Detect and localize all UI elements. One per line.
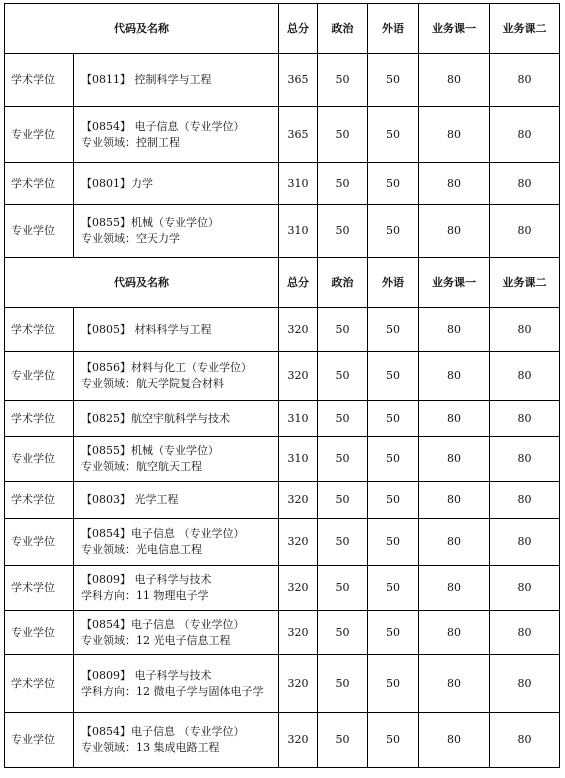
total-score: 365 <box>279 54 318 107</box>
header-row <box>5 258 560 308</box>
course2-score: 80 <box>490 205 560 258</box>
course2-score: 80 <box>490 163 560 205</box>
degree-type: 专业学位 <box>5 713 74 768</box>
politics-score: 50 <box>318 519 368 566</box>
header-total: 总分 <box>279 4 318 54</box>
course1-score: 80 <box>419 401 490 437</box>
foreign-score: 50 <box>368 163 419 205</box>
program-name <box>74 437 279 482</box>
course2-score: 80 <box>490 482 560 519</box>
politics-score: 50 <box>318 308 368 352</box>
politics-score: 50 <box>318 54 368 107</box>
table-row <box>5 54 560 107</box>
course1-score: 80 <box>419 566 490 611</box>
course2-score: 80 <box>490 401 560 437</box>
foreign-score: 50 <box>368 205 419 258</box>
total-score: 320 <box>279 482 318 519</box>
score-table-body <box>5 4 560 768</box>
total-score: 310 <box>279 163 318 205</box>
header-course1: 业务课一 <box>419 258 490 308</box>
total-score: 320 <box>279 566 318 611</box>
politics-score: 50 <box>318 352 368 401</box>
program-name <box>74 107 279 163</box>
foreign-score: 50 <box>368 308 419 352</box>
program-code: 【0811】 控制科学与工程 <box>81 73 212 86</box>
header-total: 总分 <box>279 258 318 308</box>
program-field: 学科方向：12 微电子学与固体电子学 <box>81 684 264 698</box>
table-row <box>5 655 560 713</box>
header-politics: 政治 <box>318 4 368 54</box>
foreign-score: 50 <box>368 566 419 611</box>
program-name <box>74 352 279 401</box>
program-code: 【0805】 材料科学与工程 <box>81 322 212 336</box>
table-row <box>5 352 560 401</box>
total-score: 320 <box>279 519 318 566</box>
program-name <box>74 54 279 107</box>
degree-type: 学术学位 <box>5 54 74 107</box>
politics-score: 50 <box>318 205 368 258</box>
course1-score: 80 <box>419 437 490 482</box>
foreign-score: 50 <box>368 519 419 566</box>
course1-score: 80 <box>419 54 490 107</box>
program-code: 【0854】电子信息 （专业学位） <box>81 527 245 540</box>
course1-score: 80 <box>419 308 490 352</box>
politics-score: 50 <box>318 482 368 519</box>
program-name <box>74 566 279 611</box>
course2-score: 80 <box>490 107 560 163</box>
foreign-score: 50 <box>368 437 419 482</box>
degree-type: 学术学位 <box>5 308 74 352</box>
degree-type: 学术学位 <box>5 163 74 205</box>
table-row <box>5 611 560 655</box>
table-row <box>5 482 560 519</box>
header-code-name: 代码及名称 <box>5 258 279 308</box>
table-row <box>5 437 560 482</box>
course1-score: 80 <box>419 352 490 401</box>
program-field: 专业领域：12 光电子信息工程 <box>81 633 231 647</box>
degree-type: 专业学位 <box>5 205 74 258</box>
politics-score: 50 <box>318 655 368 713</box>
program-name <box>74 611 279 655</box>
course2-score: 80 <box>490 352 560 401</box>
header-row <box>5 4 560 54</box>
total-score: 320 <box>279 713 318 768</box>
header-code-name: 代码及名称 <box>5 4 279 54</box>
program-name <box>74 401 279 437</box>
total-score: 320 <box>279 308 318 352</box>
course1-score: 80 <box>419 163 490 205</box>
program-field: 专业领域：航天学院复合材料 <box>81 377 224 390</box>
program-name <box>74 482 279 519</box>
foreign-score: 50 <box>368 401 419 437</box>
table-row <box>5 308 560 352</box>
course1-score: 80 <box>419 519 490 566</box>
total-score: 320 <box>279 655 318 713</box>
header-course1: 业务课一 <box>419 4 490 54</box>
degree-type: 专业学位 <box>5 107 74 163</box>
table-row <box>5 163 560 205</box>
course2-score: 80 <box>490 611 560 655</box>
program-code: 【0854】电子信息 （专业学位） <box>81 725 245 738</box>
program-field: 专业领域：13 集成电路工程 <box>81 741 220 754</box>
program-code: 【0855】机械（专业学位） <box>81 216 219 229</box>
course2-score: 80 <box>490 437 560 482</box>
total-score: 310 <box>279 437 318 482</box>
program-name <box>74 519 279 566</box>
course1-score: 80 <box>419 482 490 519</box>
total-score: 310 <box>279 401 318 437</box>
table-row <box>5 205 560 258</box>
program-name <box>74 713 279 768</box>
program-code: 【0854】电子信息 （专业学位） <box>81 617 245 631</box>
program-code: 【0855】机械（专业学位） <box>81 444 219 457</box>
degree-type: 学术学位 <box>5 401 74 437</box>
header-course2: 业务课二 <box>490 258 560 308</box>
politics-score: 50 <box>318 437 368 482</box>
degree-type: 专业学位 <box>5 611 74 655</box>
course2-score: 80 <box>490 566 560 611</box>
degree-type: 学术学位 <box>5 482 74 519</box>
foreign-score: 50 <box>368 482 419 519</box>
course1-score: 80 <box>419 713 490 768</box>
program-field: 专业领域：光电信息工程 <box>81 543 202 556</box>
foreign-score: 50 <box>368 107 419 163</box>
program-code: 【0809】 电子科学与技术 <box>81 573 212 586</box>
header-foreign: 外语 <box>368 4 419 54</box>
program-name <box>74 205 279 258</box>
degree-type: 专业学位 <box>5 519 74 566</box>
total-score: 365 <box>279 107 318 163</box>
course1-score: 80 <box>419 611 490 655</box>
foreign-score: 50 <box>368 713 419 768</box>
course1-score: 80 <box>419 107 490 163</box>
program-field: 专业领域：航空航天工程 <box>81 460 202 473</box>
course2-score: 80 <box>490 655 560 713</box>
politics-score: 50 <box>318 713 368 768</box>
total-score: 320 <box>279 611 318 655</box>
program-field: 专业领域：空天力学 <box>81 232 180 245</box>
table-row <box>5 566 560 611</box>
foreign-score: 50 <box>368 611 419 655</box>
total-score: 310 <box>279 205 318 258</box>
program-field: 专业领域：控制工程 <box>81 135 180 149</box>
foreign-score: 50 <box>368 655 419 713</box>
program-code: 【0854】 电子信息（专业学位） <box>81 119 245 133</box>
degree-type: 学术学位 <box>5 655 74 713</box>
politics-score: 50 <box>318 107 368 163</box>
program-code: 【0809】 电子科学与技术 <box>81 668 212 682</box>
degree-type: 专业学位 <box>5 352 74 401</box>
program-name <box>74 163 279 205</box>
politics-score: 50 <box>318 611 368 655</box>
score-table <box>4 3 560 768</box>
program-code: 【0801】力学 <box>81 176 153 190</box>
header-politics: 政治 <box>318 258 368 308</box>
program-code: 【0856】材料与化工（专业学位） <box>81 361 252 374</box>
politics-score: 50 <box>318 401 368 437</box>
table-row <box>5 713 560 768</box>
foreign-score: 50 <box>368 352 419 401</box>
table-row <box>5 519 560 566</box>
course2-score: 80 <box>490 713 560 768</box>
course2-score: 80 <box>490 519 560 566</box>
table-row <box>5 107 560 163</box>
politics-score: 50 <box>318 566 368 611</box>
header-course2: 业务课二 <box>490 4 560 54</box>
program-name <box>74 308 279 352</box>
course2-score: 80 <box>490 308 560 352</box>
course2-score: 80 <box>490 54 560 107</box>
program-code: 【0803】 光学工程 <box>81 493 179 506</box>
program-field: 学科方向：11 物理电子学 <box>81 589 209 602</box>
program-code: 【0825】航空宇航科学与技术 <box>81 411 230 425</box>
degree-type: 专业学位 <box>5 437 74 482</box>
total-score: 320 <box>279 352 318 401</box>
course1-score: 80 <box>419 655 490 713</box>
header-foreign: 外语 <box>368 258 419 308</box>
table-row <box>5 401 560 437</box>
course1-score: 80 <box>419 205 490 258</box>
program-name <box>74 655 279 713</box>
foreign-score: 50 <box>368 54 419 107</box>
politics-score: 50 <box>318 163 368 205</box>
degree-type: 学术学位 <box>5 566 74 611</box>
